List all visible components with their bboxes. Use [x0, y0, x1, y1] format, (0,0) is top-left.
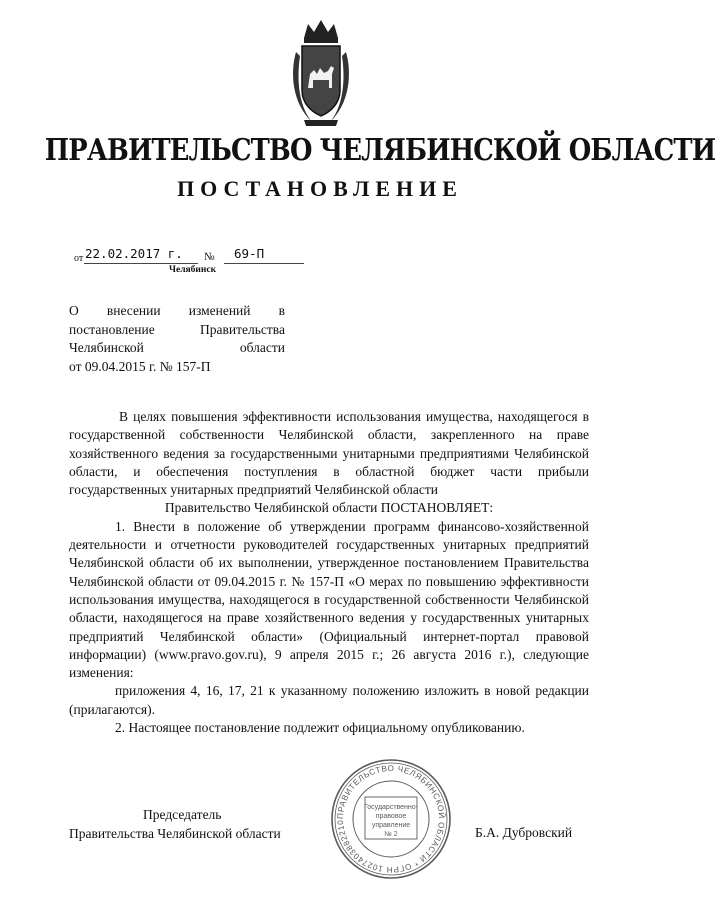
document-body: [69, 408, 589, 737]
signatory-position: [69, 806, 319, 843]
document-date: 22.02.2017 г.: [85, 246, 183, 261]
position-line-2: Правительства Челябинской области: [69, 825, 281, 841]
date-underline: [84, 263, 198, 264]
preamble-paragraph: В целях повышения эффективности использования имущества, находящегося в государственной собственности Челябинской области, закрепленного на праве хозяйственного ведения за государственными унитарными предприятиями Челябинской области, и обеспечения поступления в областной бюджет части прибыли государственных унитарных предприятий Челябинской области: [69, 409, 589, 498]
item-1-change-paragraph: приложения 4, 16, 17, 21 к указанному положению изложить в новой редакции (прилагаются).: [69, 683, 589, 717]
subject-line: О внесении изменений в: [69, 303, 285, 318]
seal-center-line: № 2: [384, 831, 398, 838]
seal-ring-text: ПРАВИТЕЛЬСТВО ЧЕЛЯБИНСКОЙ ОБЛАСТИ * ОГРН 1027403882210: [335, 763, 447, 875]
seal-center-line: Государственно-: [363, 804, 419, 811]
subject-line: Челябинской области: [69, 340, 285, 355]
item-2-paragraph: 2. Настоящее постановление подлежит официальному опубликованию.: [115, 720, 525, 736]
position-line-1: Председатель: [143, 807, 222, 822]
chelyabinsk-region-emblem-icon: [290, 18, 352, 130]
number-prefix: №: [204, 251, 215, 263]
document-number: 69-П: [234, 246, 265, 261]
number-underline: [224, 263, 304, 264]
resolves-line: Правительство Челябинской области ПОСТАНОВЛЯЕТ:: [164, 500, 494, 516]
city-name: Челябинск: [169, 265, 217, 275]
government-title: ПРАВИТЕЛЬСТВО ЧЕЛЯБИНСКОЙ ОБЛАСТИ: [44, 133, 715, 168]
signatory-name: Б.А. Дубровский: [475, 825, 573, 840]
document-type: ПОСТАНОВЛЕНИЕ: [177, 176, 463, 201]
subject-line: от 09.04.2015 г. № 157-П: [69, 358, 211, 374]
date-prefix: от: [74, 253, 84, 264]
item-1-paragraph: 1. Внести в положение об утверждении программ финансово-хозяйственной деятельности и отчетности руководителей государственных унитарных предприятий Челябинской области об их выполнении, утвержденное постановлением Правительства Челябинской области от 09.04.2015 г. № 157-П «О мерах по повышению эффективности использования имущества, находящегося в государственной собственности Челябинской области, находящегося на праве хозяйственного ведения у государственных унитарных предприятий Челябинской области» (Официальный интернет-портал правовой информации) (www.pravo.gov.ru), 9 апреля 2015 г.; 26 августа 2016 г.), следующие изменения:: [69, 518, 589, 681]
seal-center-line: управление: [371, 822, 411, 829]
subject-line: постановление Правительства: [69, 321, 285, 337]
seal-center-line: правовое: [375, 813, 407, 820]
document-subject: [69, 302, 285, 376]
official-seal-stamp: [329, 757, 453, 881]
